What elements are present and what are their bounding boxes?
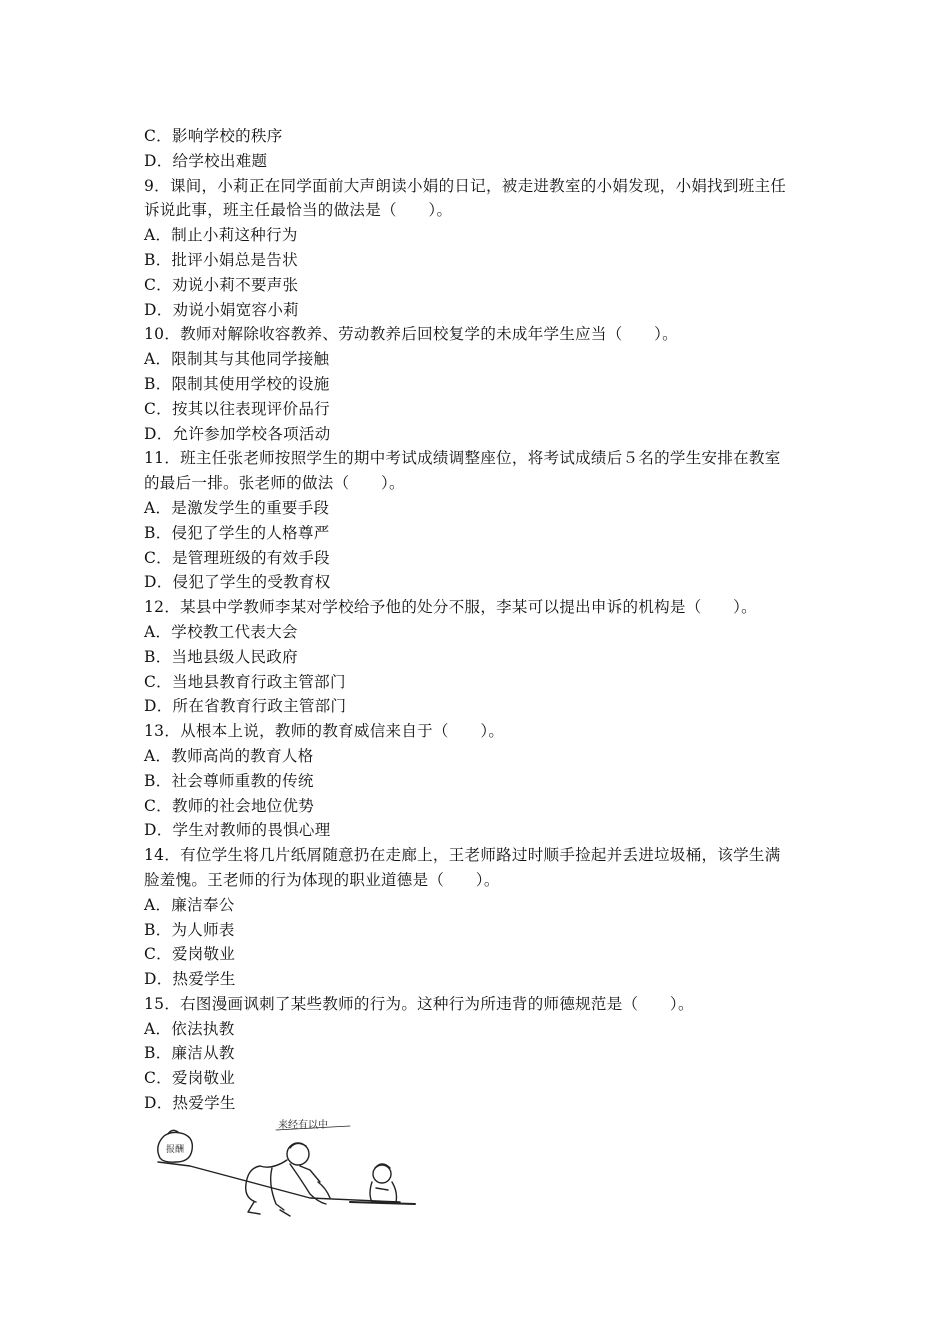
option-line: A．限制其与其他同学接触	[144, 350, 330, 369]
option-line: C．劝说小莉不要声张	[144, 275, 299, 294]
question-line: 的最后一排。张老师的做法（ ）。	[144, 474, 405, 493]
option-line: B．限制其使用学校的设施	[144, 374, 330, 393]
option-line: B．社会尊师重教的传统	[144, 771, 314, 790]
question-line: 11．班主任张老师按照学生的期中考试成绩调整座位，将考试成绩后５名的学生安排在教室	[144, 449, 781, 468]
option-line: A．教师高尚的教育人格	[144, 746, 314, 765]
question-line: 15．右图漫画讽刺了某些教师的行为。这种行为所违背的师德规范是（ ）。	[144, 994, 694, 1013]
option-line: C．爱岗敬业	[144, 945, 236, 964]
option-line: C．影响学校的秩序	[144, 127, 283, 145]
teacher-figure	[246, 1143, 330, 1216]
option-line: C．教师的社会地位优势	[144, 796, 315, 815]
option-line: D．侵犯了学生的受教育权	[144, 573, 331, 592]
option-line: B．侵犯了学生的人格尊严	[144, 523, 330, 542]
option-line: B．批评小娟总是告状	[144, 250, 298, 269]
option-line: C．爱岗敬业	[144, 1069, 236, 1088]
balance-rope	[158, 1162, 400, 1202]
option-line: C．按其以往表现评价品行	[144, 399, 330, 418]
option-line: D．热爱学生	[144, 970, 236, 989]
question-line: 脸羞愧。王老师的行为体现的职业道德是（ ）。	[144, 870, 500, 889]
option-line: A．廉洁奉公	[144, 895, 235, 914]
option-line: B．当地县级人民政府	[144, 647, 298, 666]
option-line: A．是激发学生的重要手段	[144, 498, 330, 517]
cartoon-illustration	[150, 1118, 420, 1223]
question-line: 13．从根本上说，教师的教育威信来自于（ ）。	[144, 722, 505, 741]
question-line: 9．课间，小莉正在同学面前大声朗读小娟的日记，被走进教室的小娟发现，小娟找到班主任	[144, 176, 787, 195]
question-line: 诉说此事，班主任最恰当的做法是（ ）。	[144, 201, 453, 220]
cartoon-banner-text: 来经有以中	[278, 1120, 328, 1131]
student-figure	[370, 1164, 397, 1202]
option-line: B．廉洁从教	[144, 1044, 235, 1063]
option-line: D．所在省教育行政主管部门	[144, 697, 347, 716]
question-line: 12．某县中学教师李某对学校给予他的处分不服，李某可以提出申诉的机构是（ ）。	[144, 598, 757, 617]
option-line: D．学生对教师的畏惧心理	[144, 821, 331, 840]
option-line: D．允许参加学校各项活动	[144, 424, 331, 443]
cartoon-bag-text: 报酬	[166, 1145, 185, 1155]
option-line: B．为人师表	[144, 920, 235, 939]
option-line: A．依法执教	[144, 1019, 235, 1038]
option-line: C．是管理班级的有效手段	[144, 548, 330, 567]
document-page	[144, 124, 824, 1116]
question-line: 14．有位学生将几片纸屑随意扔在走廊上，王老师路过时顺手捡起并丢进垃圾桶，该学生满	[144, 846, 781, 865]
option-line: D．给学校出难题	[144, 151, 268, 170]
question-line: 10．教师对解除收容教养、劳动教养后回校复学的未成年学生应当（ ）。	[144, 325, 678, 344]
option-line: A．制止小莉这种行为	[144, 226, 298, 245]
option-line: D．热爱学生	[144, 1094, 236, 1113]
option-line: C．当地县教育行政主管部门	[144, 672, 346, 691]
option-line: A．学校教工代表大会	[144, 622, 298, 641]
option-line: D．劝说小娟宽容小莉	[144, 300, 299, 319]
